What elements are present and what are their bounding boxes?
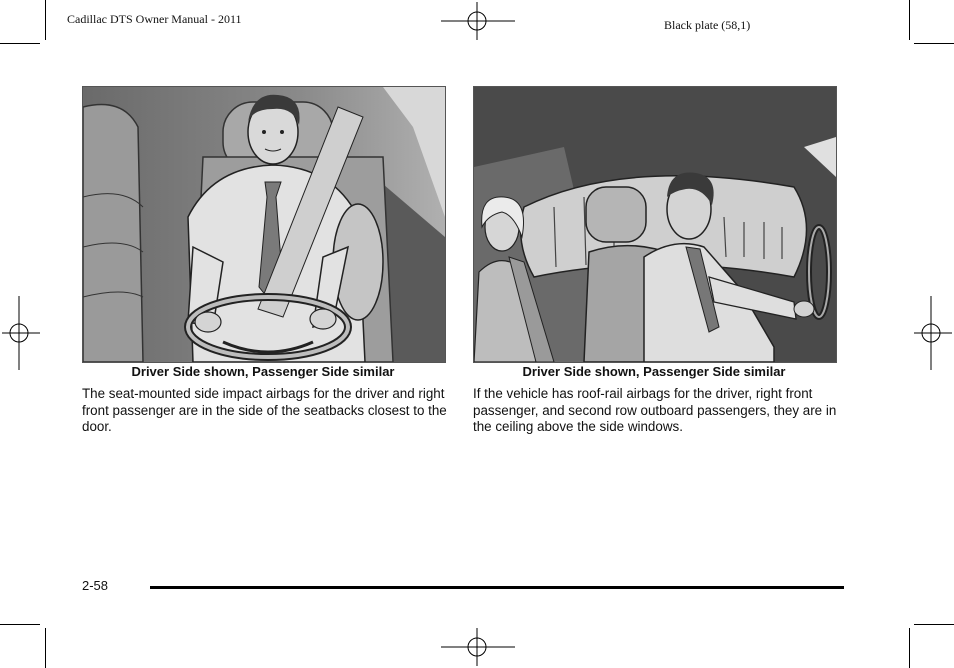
crop-mark [45,0,46,40]
crop-mark [914,43,954,44]
figure-seat-side-airbag [82,86,446,363]
registration-mark-top [441,2,515,40]
figure-roof-rail-airbag [473,86,837,363]
footer-rule [150,586,844,589]
crop-mark [0,624,40,625]
figure-caption: Driver Side shown, Passenger Side similar [131,364,395,379]
registration-mark-bottom [441,628,515,666]
illustration-driver-seat-airbag [83,87,445,362]
body-paragraph: The seat-mounted side impact airbags for the driver and right front passenger are in the side of the seatbacks closest to the door. [82,386,447,434]
crop-mark [909,0,910,40]
page-number: 2-58 [82,578,109,593]
crop-mark [914,624,954,625]
registration-mark-left [2,296,40,370]
illustration-roof-rail-airbag [474,87,836,362]
figure-caption: Driver Side shown, Passenger Side similar [522,364,786,379]
header-manual-title: Cadillac DTS Owner Manual - 2011 [67,12,242,26]
body-paragraph: If the vehicle has roof-rail airbags for the driver, right front passenger, and second row outboard passengers, they are in the ceiling above the side windows. [473,386,837,434]
registration-mark-right [914,296,952,370]
crop-mark [0,43,40,44]
crop-mark [45,628,46,668]
header-plate-info: Black plate (58,1) [664,18,751,32]
crop-mark [909,628,910,668]
